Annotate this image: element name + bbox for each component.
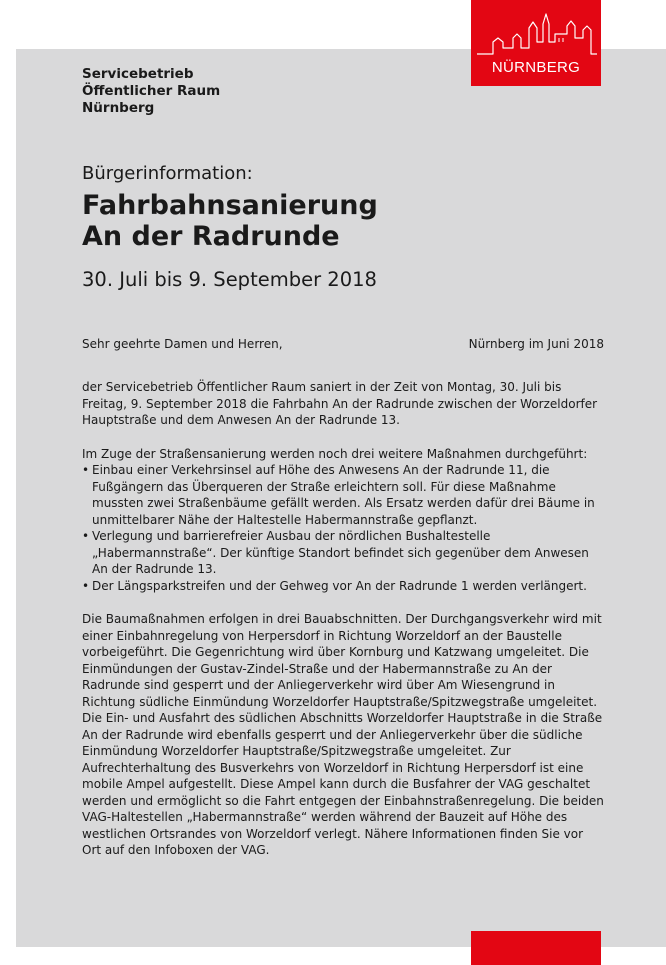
salutation-row [82, 336, 604, 352]
footer-accent-bar [471, 931, 601, 965]
document-content [82, 66, 604, 859]
measures-list [82, 462, 604, 594]
org-line: Servicebetrieb [82, 66, 194, 82]
title-line: Fahrbahnsanierung [82, 190, 378, 221]
document-pretitle: Bürgerinformation: [82, 163, 253, 184]
org-line: Nürnberg [82, 100, 155, 116]
org-name [82, 66, 604, 117]
list-item: • Einbau einer Verkehrsinsel auf Höhe des Anwesens An der Radrunde 11, die Fußgängern das Überqueren der Straße erleichtern soll. Für diese Maßnahme mussten zwei Straßenbäume gefällt werden. Als Ersatz werden dafür drei Bäume in unmittelbarer Nähe der Haltestelle Habermannstraße gepflanzt. [82, 462, 604, 528]
date-range: 30. Juli bis 9. September 2018 [82, 268, 377, 291]
paragraph-construction-phases: Die Baumaßnahmen erfolgen in drei Bauabschnitten. Der Durchgangsverkehr wird mit einer Einbahnregelung von Herpersdorf in Richtung Worzeldorf an der Baustelle vorbeigeführt. Die Gegenrichtung wird über Kornburg und Katzwang umgeleitet. Die Einmündungen der Gustav-Zindel-Straße und der Habermannstraße zu An der Radrunde sind gesperrt und der Anliegerverkehr wird über Am Wiesengrund in Richtung südliche Einmündung Worzeldorfer Hauptstraße/Spitzwegstraße umgeleitet. Die Ein- und Ausfahrt des südlichen Abschnitts Worzeldorfer Hauptstraße in die Straße An der Radrunde wird ebenfalls gesperrt und der Anliegerverkehr über die südliche Einmündung Worzeldorfer Hauptstraße/Spitzwegstraße umgeleitet. Zur Aufrechterhaltung des Busverkehrs von Worzeldorf in Richtung Herpersdorf ist eine mobile Ampel aufgestellt. Diese Ampel kann durch die Busfahrer der VAG geschaltet werden und ermöglicht so die Fahrt entgegen der Einbahnstraßenregelung. Die beiden VAG-Haltestellen „Habermannstraße“ werden während der Bauzeit auf Höhe des westlichen Ortsrandes von Worzeldorf verlegt. Nähere Informationen finden Sie vor Ort auf den Infoboxen der VAG. [82, 612, 604, 857]
title-line: An der Radrunde [82, 221, 340, 252]
place-date: Nürnberg im Juni 2018 [468, 337, 604, 351]
list-item: • Verlegung und barrierefreier Ausbau der nördlichen Bushaltestelle „Habermannstraße“. Der künftige Standort befindet sich gegenüber dem Anwesen An der Radrunde 13. [82, 528, 604, 578]
logo-text: NÜRNBERG [491, 59, 581, 76]
document-title [82, 190, 604, 252]
paragraph-intro: der Servicebetrieb Öffentlicher Raum saniert in der Zeit von Montag, 30. Juli bis Freitag, 9. September 2018 die Fahrbahn An der Radrunde zwischen der Worzeldorfer Hauptstraße und dem Anwesen An der Radrunde 13. [82, 380, 598, 427]
list-item: • Der Längsparkstreifen und der Gehweg vor An der Radrunde 1 werden verlängert. [82, 578, 604, 595]
paragraph-measures-intro: Im Zuge der Straßensanierung werden noch drei weitere Maßnahmen durchgeführt: [82, 446, 588, 461]
castle-skyline-icon [471, 8, 601, 58]
org-line: Öffentlicher Raum [82, 83, 221, 99]
salutation: Sehr geehrte Damen und Herren, [82, 337, 283, 351]
